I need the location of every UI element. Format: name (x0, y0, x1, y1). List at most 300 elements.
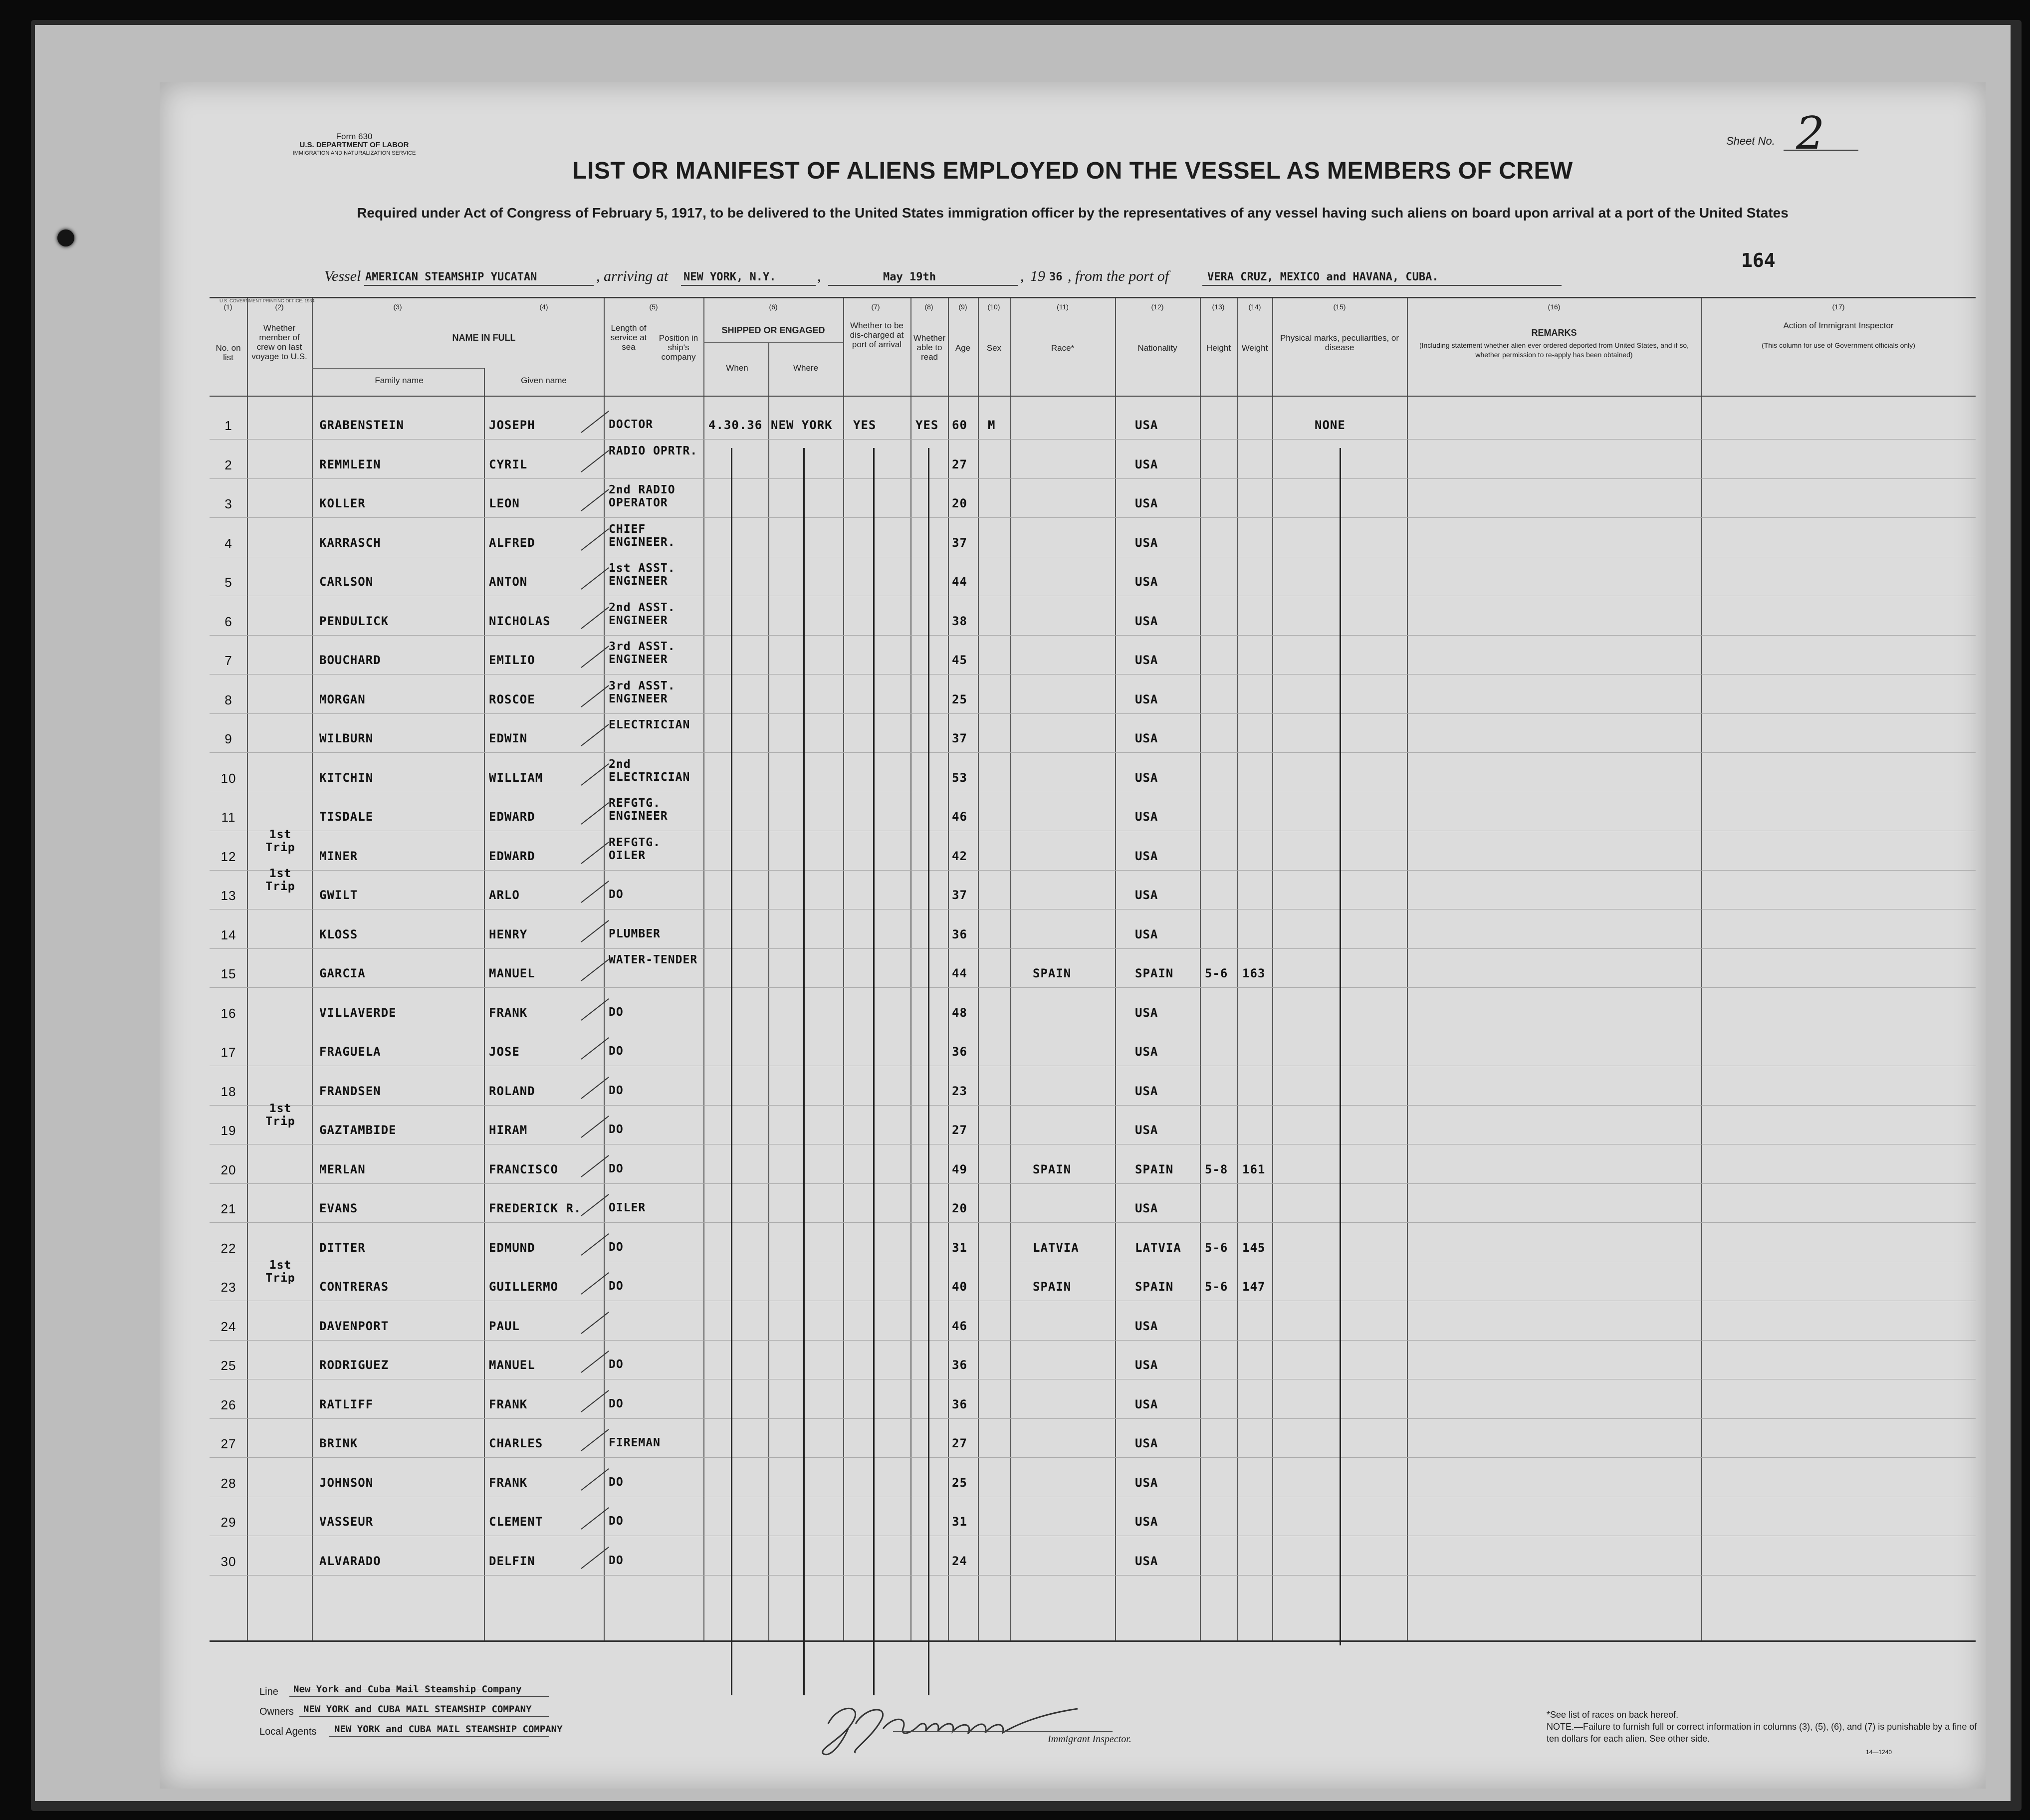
row-number: 6 (225, 614, 232, 629)
position: 2nd ELECTRICIAN (609, 757, 690, 784)
age: 37 (952, 535, 967, 550)
header-physical: Physical marks, peculiarities, or disease (1280, 333, 1399, 352)
row-rule (210, 987, 1976, 988)
row-number: 19 (221, 1123, 236, 1138)
position: DO (609, 1045, 624, 1058)
header-length-service: Length of service at sea (610, 323, 647, 352)
given-name: FRANK (489, 1397, 528, 1411)
owners-label: Owners (259, 1706, 294, 1717)
ditto-mark (873, 448, 875, 1695)
nationality: USA (1135, 418, 1158, 432)
given-name: HENRY (489, 927, 528, 941)
family-name: KITCHIN (319, 770, 374, 785)
family-name: CARLSON (319, 575, 374, 589)
header-able-read: Whether able to read (913, 333, 946, 362)
check-mark (581, 1037, 609, 1060)
age: 37 (952, 888, 967, 902)
column-divider (604, 298, 605, 1640)
check-mark (581, 881, 609, 903)
given-name: ARLO (489, 888, 520, 902)
row-rule (210, 1183, 1976, 1184)
check-mark (581, 1312, 609, 1334)
row-rule (210, 478, 1976, 479)
given-name: ROSCOE (489, 692, 535, 706)
family-name: BOUCHARD (319, 653, 381, 667)
check-mark (581, 1233, 609, 1256)
position: DO (609, 1084, 624, 1097)
nationality: USA (1135, 1515, 1158, 1529)
nationality: USA (1135, 731, 1158, 745)
ditto-mark (928, 448, 929, 1695)
age: 36 (952, 1358, 967, 1372)
race: LATVIA (1033, 1240, 1079, 1255)
nationality: USA (1135, 1005, 1158, 1020)
row-number: 18 (221, 1084, 236, 1099)
height: 5-8 (1205, 1162, 1228, 1176)
row-number: 3 (225, 496, 232, 511)
position: DO (609, 1515, 624, 1528)
arriving-label: , arriving at (596, 268, 669, 284)
age: 27 (952, 1123, 967, 1137)
footnote (1547, 1709, 1986, 1745)
row-number: 20 (221, 1162, 236, 1177)
row-number: 4 (225, 535, 232, 551)
check-mark (581, 1468, 609, 1491)
column-number: (6) (769, 303, 778, 311)
column-number: (14) (1248, 303, 1261, 311)
position: FIREMAN (609, 1436, 661, 1449)
header-age: Age (955, 343, 971, 353)
check-mark (581, 763, 609, 786)
punch-hole (57, 229, 74, 246)
row-number: 30 (221, 1554, 236, 1569)
row-number: 2 (225, 457, 232, 472)
position: WATER-TENDER (609, 953, 698, 966)
nationality: USA (1135, 1436, 1158, 1450)
column-number: (8) (924, 303, 933, 311)
age: 36 (952, 1397, 967, 1411)
position: 1st ASST. ENGINEER (609, 562, 676, 588)
family-name: BRINK (319, 1436, 358, 1450)
header-last-voyage: Whether member of crew on last voyage to U.S. (251, 323, 307, 361)
row-number: 9 (225, 731, 232, 746)
age: 44 (952, 575, 967, 589)
age: 31 (952, 1240, 967, 1255)
row-rule (210, 674, 1976, 675)
column-number: (16) (1548, 303, 1561, 311)
column-divider (1272, 298, 1273, 1640)
family-name: KARRASCH (319, 535, 381, 550)
given-name: ANTON (489, 575, 528, 589)
owners-value: NEW YORK and CUBA MAIL STEAMSHIP COMPANY (303, 1704, 532, 1715)
nationality: USA (1135, 653, 1158, 667)
agents-value: NEW YORK and CUBA MAIL STEAMSHIP COMPANY (334, 1724, 563, 1735)
inspector-label: Immigrant Inspector. (1048, 1734, 1131, 1745)
ditto-mark (1340, 448, 1341, 1645)
date-underline (828, 285, 1018, 286)
nationality: USA (1135, 614, 1158, 628)
position: CHIEF ENGINEER. (609, 522, 676, 549)
last-voyage-note: 1st Trip (265, 828, 295, 854)
row-number: 16 (221, 1005, 236, 1021)
nationality: USA (1135, 535, 1158, 550)
line-value: New York and Cuba Mail Steamship Company (293, 1684, 522, 1695)
height: 5-6 (1205, 966, 1228, 980)
vessel-label: Vessel (324, 268, 361, 284)
age: 53 (952, 770, 967, 785)
age: 60 (952, 418, 967, 432)
check-mark (581, 802, 609, 825)
nationality: USA (1135, 575, 1158, 589)
row-rule (210, 1418, 1976, 1419)
header-action: Action of Immigrant Inspector (1783, 321, 1894, 330)
column-divider (768, 343, 769, 1640)
family-name: KOLLER (319, 496, 366, 510)
header-given-name: Given name (521, 376, 567, 385)
age: 38 (952, 614, 967, 628)
sex: M (988, 418, 996, 432)
row-number: 21 (221, 1201, 236, 1216)
family-name: KLOSS (319, 927, 358, 941)
family-name: VASSEUR (319, 1515, 374, 1529)
given-name: NICHOLAS (489, 614, 551, 628)
age: 37 (952, 731, 967, 745)
age: 24 (952, 1554, 967, 1568)
given-name: LEON (489, 496, 520, 510)
column-number: (13) (1212, 303, 1225, 311)
nationality: USA (1135, 1358, 1158, 1372)
row-rule (210, 909, 1976, 910)
last-voyage-note: 1st Trip (265, 1259, 295, 1285)
position: 2nd RADIO OPERATOR (609, 483, 676, 509)
header-nationality: Nationality (1137, 343, 1177, 353)
crew-table (210, 297, 1976, 1642)
column-number: (4) (539, 303, 548, 311)
given-name: DELFIN (489, 1554, 535, 1568)
age: 46 (952, 1319, 967, 1333)
header-no-on-list: No. on list (216, 343, 241, 362)
family-name: MERLAN (319, 1162, 366, 1176)
row-number: 27 (221, 1436, 236, 1451)
family-name: TISDALE (319, 810, 374, 824)
position: DO (609, 1005, 624, 1019)
given-name: CLEMENT (489, 1515, 543, 1529)
family-name: FRANDSEN (319, 1084, 381, 1098)
family-name: FRAGUELA (319, 1045, 381, 1059)
family-name: DITTER (319, 1240, 366, 1255)
row-number: 25 (221, 1358, 236, 1373)
family-name: PENDULICK (319, 614, 389, 628)
ditto-mark (731, 448, 732, 1695)
year-prefix: 19 (1030, 268, 1045, 284)
age: 27 (952, 1436, 967, 1450)
age: 20 (952, 1201, 967, 1215)
nationality: USA (1135, 1084, 1158, 1098)
given-name: FRANK (489, 1005, 528, 1020)
nationality: USA (1135, 457, 1158, 471)
given-name: JOSEPH (489, 418, 535, 432)
position: PLUMBER (609, 927, 661, 940)
shipped-when: 4.30.36 (708, 418, 763, 432)
column-divider (948, 298, 949, 1640)
column-divider (1407, 298, 1408, 1640)
given-name: MANUEL (489, 1358, 535, 1372)
check-mark (581, 607, 609, 629)
nationality: USA (1135, 849, 1158, 863)
position: DO (609, 1240, 624, 1254)
header-sex: Sex (986, 343, 1002, 353)
column-number: (3) (393, 303, 402, 311)
weight: 145 (1242, 1240, 1266, 1255)
age: 36 (952, 1045, 967, 1059)
check-mark (581, 998, 609, 1021)
check-mark (581, 1351, 609, 1373)
nationality: USA (1135, 496, 1158, 510)
header-remarks-sub: (Including statement whether alien ever ordered deported from United States, and if so, whether permission to re-apply has been obtained) (1419, 341, 1689, 359)
check-mark (581, 528, 609, 551)
age: 48 (952, 1005, 967, 1020)
family-name: GWILT (319, 888, 358, 902)
sheet-number: 2 (1796, 107, 1825, 160)
sheet-underline (1784, 150, 1858, 151)
nationality: USA (1135, 888, 1158, 902)
nationality: USA (1135, 692, 1158, 706)
nationality: USA (1135, 1397, 1158, 1411)
vessel-line: Vessel AMERICAN STEAMSHIP YUCATAN , arriving at NEW YORK, N.Y. , May 19th , 19 36 , from the port of VERA CRUZ, MEXICO and HAVANA, CUBA. (324, 268, 1971, 288)
race: SPAIN (1033, 1280, 1072, 1294)
nationality: USA (1135, 1554, 1158, 1568)
family-name: ALVARADO (319, 1554, 381, 1568)
column-divider (312, 298, 313, 1640)
header-action-sub: (This column for use of Government officials only) (1762, 341, 1915, 349)
nationality: USA (1135, 1045, 1158, 1059)
row-rule (210, 752, 1976, 753)
weight: 161 (1242, 1162, 1266, 1176)
position: DOCTOR (609, 418, 654, 431)
position: REFGTG. ENGINEER (609, 797, 668, 823)
check-mark (581, 450, 609, 472)
sheet-count-stamp: 164 (1741, 249, 1776, 271)
penalty-note: NOTE.—Failure to furnish full or correct information in columns (3), (5), (6), and (7) is punishable by a fine of ten dollars for each alien. See other side. (1547, 1722, 1977, 1744)
row-number: 14 (221, 927, 236, 942)
row-number: 11 (221, 810, 236, 825)
position: ELECTRICIAN (609, 718, 690, 731)
check-mark (581, 685, 609, 707)
nationality: USA (1135, 1475, 1158, 1490)
given-name: JOSE (489, 1045, 520, 1059)
given-name: EMILIO (489, 653, 535, 667)
row-number: 22 (221, 1240, 236, 1256)
given-name: ROLAND (489, 1084, 535, 1098)
given-name: FRANCISCO (489, 1162, 559, 1176)
row-number: 13 (221, 888, 236, 903)
check-mark (581, 959, 609, 981)
check-mark (581, 489, 609, 511)
column-divider (1115, 298, 1116, 1640)
row-number: 23 (221, 1280, 236, 1295)
column-divider (1701, 298, 1702, 1640)
given-name: EDWARD (489, 849, 535, 863)
given-name: PAUL (489, 1319, 520, 1333)
position: REFGTG. OILER (609, 836, 661, 862)
family-name: RODRIGUEZ (319, 1358, 389, 1372)
age: 25 (952, 692, 967, 706)
nationality: USA (1135, 770, 1158, 785)
row-rule (210, 439, 1976, 440)
family-name: GAZTAMBIDE (319, 1123, 397, 1137)
check-mark (581, 1547, 609, 1569)
row-number: 28 (221, 1475, 236, 1491)
manifest-sheet (160, 82, 1986, 1789)
column-divider (978, 298, 979, 1640)
inspector-signature (808, 1694, 1088, 1759)
able-read-value: YES (915, 418, 939, 432)
check-mark (581, 1507, 609, 1530)
column-divider (843, 298, 844, 1640)
row-number: 5 (225, 575, 232, 590)
vessel-name: AMERICAN STEAMSHIP YUCATAN (365, 271, 537, 283)
column-number: (17) (1832, 303, 1845, 311)
row-rule (210, 948, 1976, 949)
position: DO (609, 1280, 624, 1293)
family-name: EVANS (319, 1201, 358, 1215)
position: 3rd ASST. ENGINEER (609, 640, 676, 666)
ditto-mark (803, 448, 805, 1695)
race: SPAIN (1033, 1162, 1072, 1176)
age: 45 (952, 653, 967, 667)
nationality: LATVIA (1135, 1240, 1181, 1255)
age: 27 (952, 457, 967, 471)
column-number: (11) (1057, 303, 1069, 311)
row-rule (210, 1575, 1976, 1576)
from-underline (1202, 285, 1562, 286)
row-number: 1 (225, 418, 232, 433)
row-number: 29 (221, 1515, 236, 1530)
check-mark (581, 1194, 609, 1216)
header-discharged: Whether to be dis-charged at port of arrival (850, 321, 904, 349)
service: IMMIGRATION AND NATURALIZATION SERVICE (292, 150, 416, 156)
position: DO (609, 1162, 624, 1175)
port-underline (681, 285, 816, 286)
print-code: 14—1240 (1866, 1749, 1892, 1756)
given-name: EDMUND (489, 1240, 535, 1255)
family-name: VILLAVERDE (319, 1005, 397, 1020)
column-divider (1237, 298, 1238, 1640)
nationality: USA (1135, 1123, 1158, 1137)
check-mark (581, 1390, 609, 1412)
column-divider (1200, 298, 1201, 1640)
check-mark (581, 1272, 609, 1295)
family-name: CONTRERAS (319, 1280, 389, 1294)
row-number: 26 (221, 1397, 236, 1412)
column-number: (12) (1151, 303, 1164, 311)
given-name: HIRAM (489, 1123, 528, 1137)
header-when: When (726, 363, 748, 373)
check-mark (581, 842, 609, 864)
discharged-value: YES (853, 418, 877, 432)
nationality: SPAIN (1135, 1162, 1174, 1176)
row-number: 15 (221, 966, 236, 981)
height: 5-6 (1205, 1280, 1228, 1294)
age: 23 (952, 1084, 967, 1098)
row-number: 12 (221, 849, 236, 864)
page-title: LIST OR MANIFEST OF ALIENS EMPLOYED ON THE VESSEL AS MEMBERS OF CREW (572, 158, 1573, 184)
family-name: WILBURN (319, 731, 374, 745)
row-rule (210, 1457, 1976, 1458)
check-mark (581, 1116, 609, 1138)
header-race: Race* (1051, 343, 1075, 353)
age: 36 (952, 927, 967, 941)
weight: 147 (1242, 1280, 1266, 1294)
header-where: Where (793, 363, 819, 373)
given-name: ALFRED (489, 535, 535, 550)
header-height: Height (1206, 343, 1231, 353)
position: DO (609, 888, 624, 901)
column-divider (703, 298, 704, 1640)
column-number: (15) (1333, 303, 1346, 311)
races-note: *See list of races on back hereof. (1547, 1710, 1679, 1720)
nationality: USA (1135, 1201, 1158, 1215)
family-name: REMMLEIN (319, 457, 381, 471)
family-name: MINER (319, 849, 358, 863)
column-number: (1) (224, 303, 232, 311)
row-rule (210, 713, 1976, 714)
given-name: GUILLERMO (489, 1280, 559, 1294)
form-header (274, 132, 434, 158)
department: U.S. DEPARTMENT OF LABOR (299, 141, 409, 149)
row-number: 10 (221, 770, 236, 786)
family-name: GRABENSTEIN (319, 418, 404, 432)
position: DO (609, 1475, 624, 1489)
year-suffix: 36 (1049, 271, 1063, 283)
column-divider (1010, 298, 1011, 1640)
age: 25 (952, 1475, 967, 1490)
height: 5-6 (1205, 1240, 1228, 1255)
page-subtitle: Required under Act of Congress of February 5, 1917, to be delivered to the United States immigration officer by the representatives of any vessel having such aliens on board upon arrival at a port of the United States (357, 205, 1789, 221)
column-divider (247, 298, 248, 1640)
arrival-port: NEW YORK, N.Y. (683, 271, 776, 283)
weight: 163 (1242, 966, 1266, 980)
family-name: GARCIA (319, 966, 366, 980)
age: 31 (952, 1515, 967, 1529)
nationality: USA (1135, 1319, 1158, 1333)
position: DO (609, 1554, 624, 1567)
family-name: RATLIFF (319, 1397, 374, 1411)
age: 40 (952, 1280, 967, 1294)
given-name: EDWARD (489, 810, 535, 824)
row-rule (210, 1222, 1976, 1223)
family-name: DAVENPORT (319, 1319, 389, 1333)
position: 3rd ASST. ENGINEER (609, 679, 676, 705)
row-rule (210, 870, 1976, 871)
last-voyage-note: 1st Trip (265, 1102, 295, 1128)
sheet-label: Sheet No. (1726, 135, 1775, 147)
race: SPAIN (1033, 966, 1072, 980)
row-number: 17 (221, 1045, 236, 1060)
check-mark (581, 646, 609, 668)
nationality: SPAIN (1135, 1280, 1174, 1294)
nationality: USA (1135, 927, 1158, 941)
check-mark (581, 567, 609, 590)
column-number: (7) (871, 303, 880, 311)
age: 46 (952, 810, 967, 824)
position: RADIO OPRTR. (609, 444, 698, 457)
row-rule (210, 1105, 1976, 1106)
nationality: SPAIN (1135, 966, 1174, 980)
given-name: FRANK (489, 1475, 528, 1490)
from-label: , from the port of (1068, 268, 1169, 284)
given-name: WILLIAM (489, 770, 543, 785)
